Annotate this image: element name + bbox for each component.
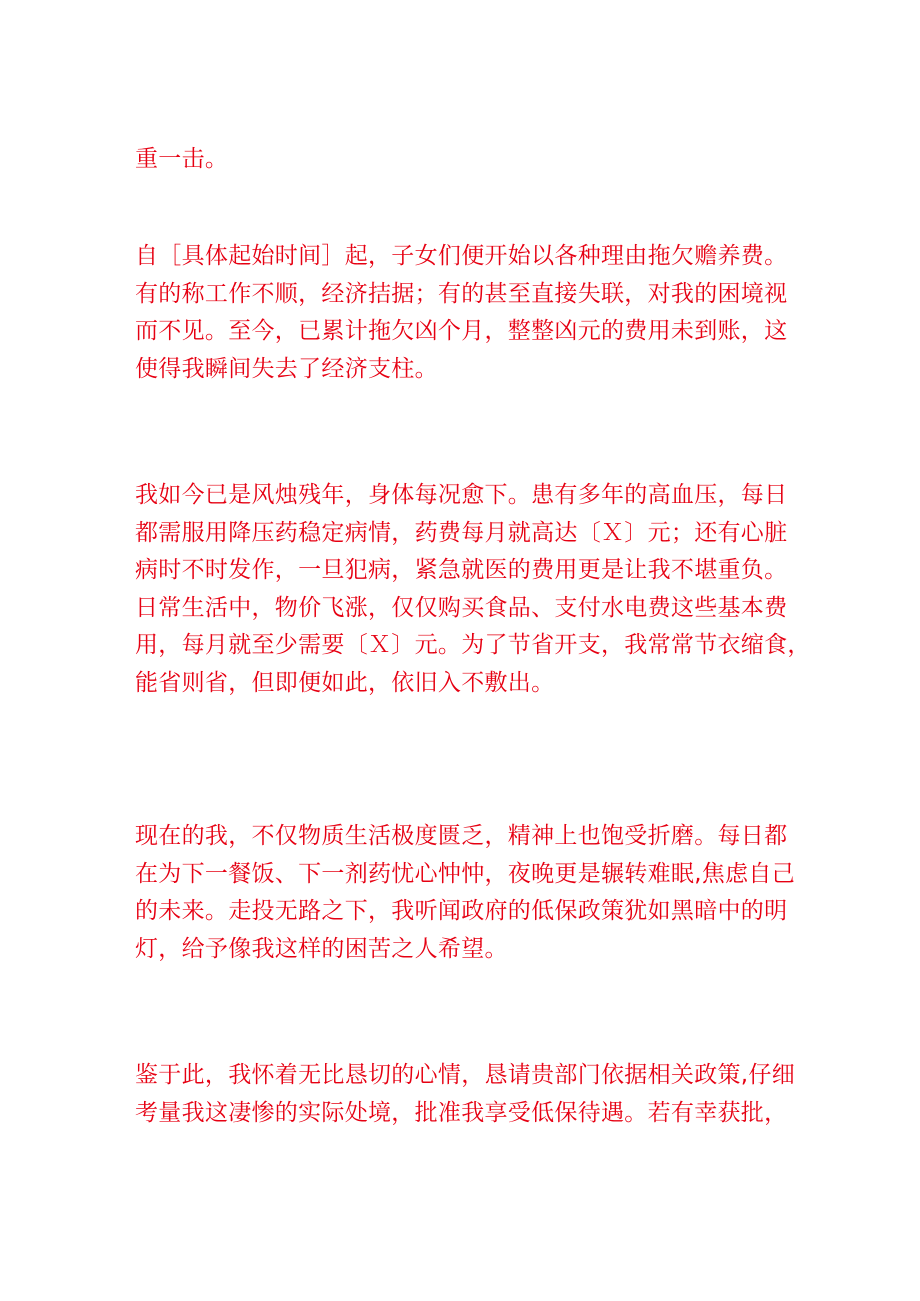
text-line: 鉴于此，我怀着无比恳切的心情，恳请贵部门依据相关政策,仔细 (135, 1062, 796, 1088)
text-line: 自［具体起始时间］起，子女们便开始以各种理由拖欠赡养费。 (135, 243, 788, 269)
text-line: 有的称工作不顺，经济拮据；有的甚至直接失联，对我的困境视 (135, 280, 788, 307)
text-line: 用，每月就至少需要〔Ｘ〕元。为了节省开支，我常常节衣缩食， (135, 632, 811, 658)
paragraph-3 (135, 477, 811, 702)
text-line: 日常生活中，物价飞涨，仅仅购买食品、支付水电费这些基本费 (135, 594, 788, 621)
text-line: 都需服用降压药稳定病情，药费每月就高达〔Ｘ〕元；还有心脏 (135, 519, 788, 546)
paragraph-1 (135, 141, 795, 179)
paragraph-2 (135, 238, 795, 388)
text-line: 重一击。 (135, 146, 229, 172)
text-line: 能省则省，但即便如此，依旧入不敷出。 (135, 669, 555, 696)
paragraph-4 (135, 818, 795, 968)
text-line: 而不见。至今，已累计拖欠凶个月，整整凶元的费用未到账，这 (135, 318, 788, 344)
text-line: 灯，给予像我这样的困苦之人希望。 (135, 935, 508, 962)
text-line: 使得我瞬间失去了经济支柱。 (135, 355, 438, 382)
text-line: 考量我这凄惨的实际处境，批准我享受低保待遇。若有幸获批， (135, 1099, 788, 1126)
text-line: 我如今已是风烛残年，身体每况愈下。患有多年的高血压，每日 (135, 482, 788, 508)
paragraph-5 (135, 1057, 795, 1132)
text-line: 的未来。走投无路之下，我听闻政府的低保政策犹如黑暗中的明 (135, 898, 788, 924)
text-line: 病时不时发作，一旦犯病，紧急就医的费用更是让我不堪重负。 (135, 557, 788, 583)
text-line: 现在的我，不仅物质生活极度匮乏，精神上也饱受折磨。每日都 (135, 823, 788, 849)
text-line: 在为下一餐饭、下一剂药忧心忡忡，夜晚更是辗转难眠,焦虑自己 (135, 860, 796, 887)
